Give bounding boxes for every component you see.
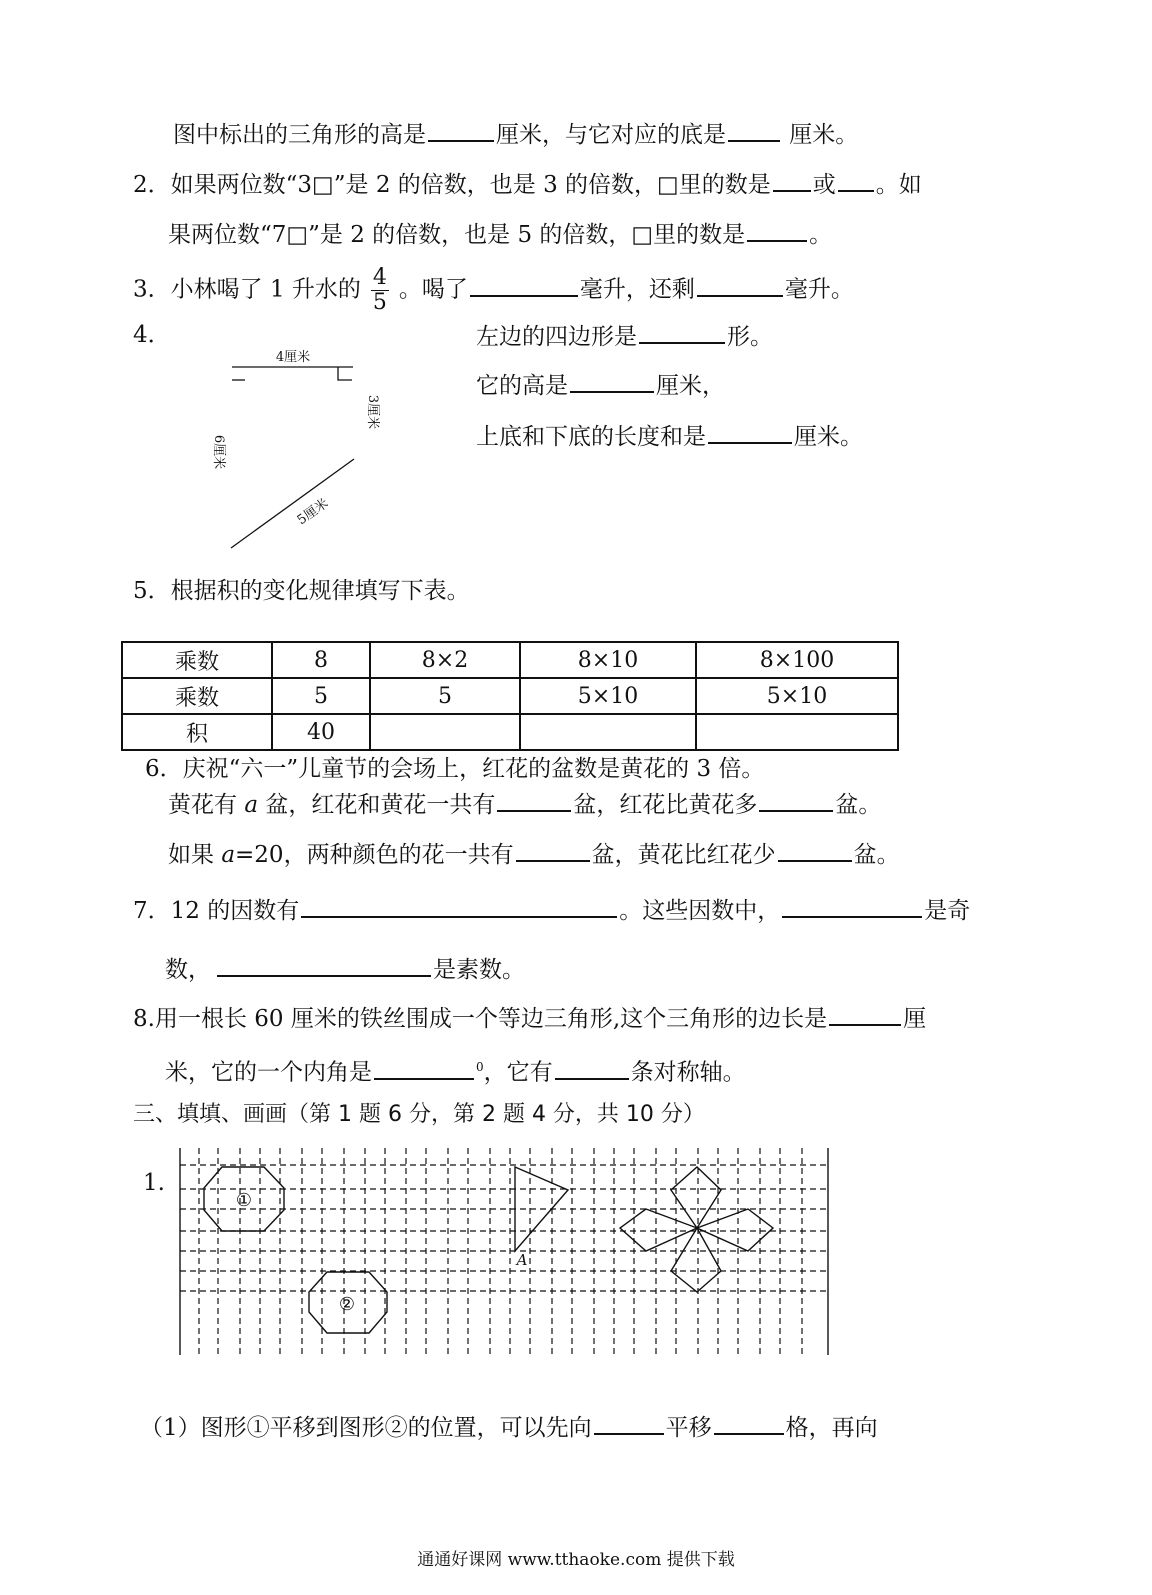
q3-line: 3．小林喝了 1 升水的 $\frac{4}{5}$ 。喝了 毫升，还剩 毫升。 bbox=[133, 265, 854, 315]
sub1-line: （1）图形①平移到图形②的位置，可以先向 平移 格，再向 bbox=[140, 1411, 878, 1443]
footer: 通通好课网 www.tthaoke.com 提供下载 bbox=[417, 1550, 735, 1570]
table-cell: 乘数 bbox=[122, 642, 272, 678]
label-left: 6厘米 bbox=[211, 434, 226, 470]
q5-title: 5．根据积的变化规律填写下表。 bbox=[133, 578, 470, 604]
q7-line2: 数， 是素数。 bbox=[165, 953, 525, 985]
q4-line3: 上底和下底的长度和是 厘米。 bbox=[476, 420, 863, 452]
table-cell: 积 bbox=[122, 714, 272, 750]
table-cell: 5×10 bbox=[696, 678, 898, 714]
q1-tail-line: 图中标出的三角形的高是 厘米，与它对应的底是 厘米。 bbox=[173, 118, 858, 150]
label-right: 3厘米 bbox=[365, 394, 380, 430]
table-cell: 5×10 bbox=[520, 678, 696, 714]
table-cell: 40 bbox=[272, 714, 370, 750]
table-cell: 8×10 bbox=[520, 642, 696, 678]
label-point-a: A bbox=[516, 1251, 528, 1269]
q2-line1: 2．如果两位数“3□”是 2 的倍数，也是 3 的倍数，□里的数是 或 。如 bbox=[133, 168, 922, 200]
table-cell: 8×100 bbox=[696, 642, 898, 678]
table-cell: 乘数 bbox=[122, 678, 272, 714]
table-cell: 8 bbox=[272, 642, 370, 678]
q2-line2: 果两位数“7□”是 2 的倍数，也是 5 的倍数，□里的数是 。 bbox=[168, 218, 832, 250]
blank[interactable] bbox=[714, 1411, 784, 1435]
pinwheel bbox=[620, 1167, 773, 1292]
blank[interactable] bbox=[594, 1411, 664, 1435]
q7-line1: 7．12 的因数有 。这些因数中， 是奇 bbox=[133, 894, 970, 926]
table-cell: 5 bbox=[370, 678, 520, 714]
grid-question-number: 1. bbox=[143, 1170, 165, 1196]
q6-line1: 6．庆祝“六一”儿童节的会场上，红花的盆数是黄花的 3 倍。 bbox=[145, 756, 765, 782]
table-cell: 8×2 bbox=[370, 642, 520, 678]
q4-line1: 左边的四边形是 形。 bbox=[476, 320, 773, 352]
q8-line2: 米，它的一个内角是 $^0$，它有 条对称轴。 bbox=[165, 1052, 746, 1088]
label-top: 4厘米 bbox=[275, 350, 311, 365]
q4-number: 4． bbox=[133, 322, 171, 348]
label-bottom: 5厘米 bbox=[294, 496, 332, 529]
q4-line2: 它的高是 厘米， bbox=[476, 369, 725, 401]
label-figure-1: ① bbox=[235, 1190, 253, 1211]
table-cell: 5 bbox=[272, 678, 370, 714]
section3-title: 三、填填、画画（第 1 题 6 分，第 2 题 4 分，共 10 分） bbox=[133, 1102, 705, 1127]
grid-lines bbox=[180, 1148, 828, 1355]
fraction: $\frac{4}{5}$ bbox=[372, 265, 387, 315]
q6-line3: 如果 a=20，两种颜色的花一共有 盆，黄花比红花少 盆。 bbox=[168, 838, 900, 870]
label-figure-2: ② bbox=[338, 1294, 356, 1315]
q6-line2: 黄花有 a 盆，红花和黄花一共有 盆，红花比黄花多 盆。 bbox=[168, 788, 881, 820]
q8-line1: 8.用一根长 60 厘米的铁丝围成一个等边三角形,这个三角形的边长是 厘 bbox=[133, 1002, 926, 1034]
